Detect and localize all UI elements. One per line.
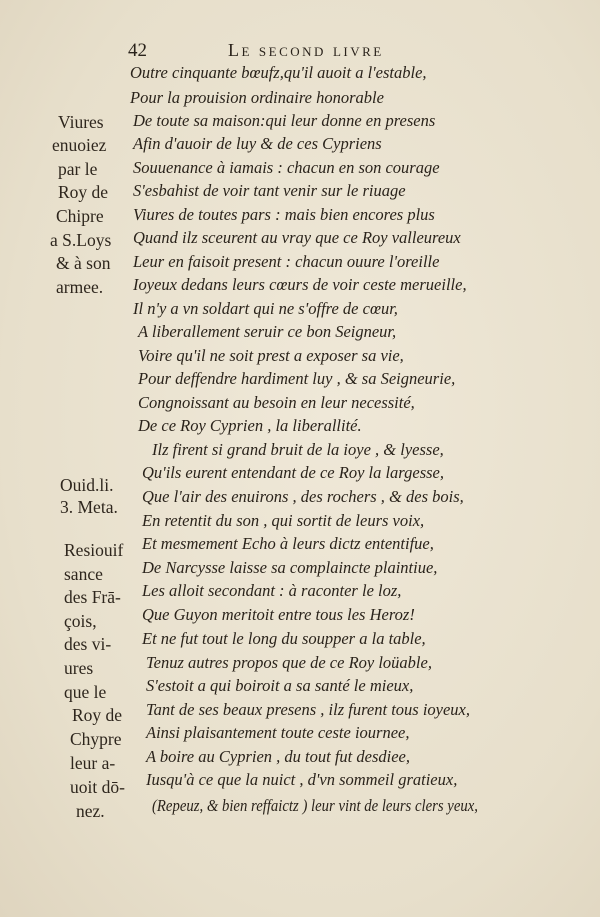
verse-line: De ce Roy Cyprien , la liberallité. <box>138 416 362 435</box>
verse-line: (Repeuz, & bien reffaictz ) leur vint de leurs clers yeux, <box>152 796 478 815</box>
verse-line: Et ne fut tout le long du soupper a la table, <box>142 629 426 648</box>
margin-note: des Frā- <box>64 587 121 607</box>
verse-line: S'estoit a qui boiroit a sa santé le mieux, <box>146 676 414 695</box>
verse-line: Les alloit secondant : à raconter le loz, <box>142 581 402 600</box>
verse-line: Ainsi plaisantement toute ceste iournee, <box>146 723 410 742</box>
margin-note: nez. <box>76 801 105 821</box>
margin-note: çois, <box>64 611 97 631</box>
margin-note: enuoiez <box>52 135 107 155</box>
verse-line: Leur en faisoit present : chacun ouure l'oreille <box>133 252 440 271</box>
verse-line: Quand ilz sceurent au vray que ce Roy valleureux <box>133 228 461 247</box>
margin-note: a S.Loys <box>50 230 112 250</box>
margin-note: Ouid.li. <box>60 475 114 495</box>
verse-line: Ilz firent si grand bruit de la ioye , & lyesse, <box>152 440 444 459</box>
margin-note: Chypre <box>70 729 122 749</box>
page-number: 42 <box>128 40 147 61</box>
verse-line: Souuenance à iamais : chacun en son courage <box>133 158 440 177</box>
verse-line: Pour la prouision ordinaire honorable <box>130 88 384 107</box>
margin-note: Roy de <box>72 705 123 725</box>
margin-note: armee. <box>56 277 104 297</box>
margin-note: uoit dō- <box>70 777 125 797</box>
verse-line: De toute sa maison:qui leur donne en presens <box>133 111 436 130</box>
margin-note: Resiouif <box>64 540 124 560</box>
verse-line: De Narcysse laisse sa complaincte plaintiue, <box>142 558 438 577</box>
margin-note: Chipre <box>56 206 104 226</box>
verse-line: S'esbahist de voir tant venir sur le riuage <box>133 181 406 200</box>
margin-note: des vi- <box>64 634 112 654</box>
margin-note: sance <box>64 564 103 584</box>
verse-line: A boire au Cyprien , du tout fut desdiee, <box>146 747 410 766</box>
verse-line: Viures de toutes pars : mais bien encores plus <box>133 205 435 224</box>
running-title: Le second livre <box>228 40 384 60</box>
margin-note: par le <box>58 159 98 179</box>
margin-note: ures <box>64 658 94 678</box>
verse-line: Outre cinquante bœufz,qu'il auoit a l'estable, <box>130 63 427 82</box>
margin-note: 3. Meta. <box>60 497 118 517</box>
verse-line: Voire qu'il ne soit prest a exposer sa vie, <box>138 346 404 365</box>
verse-line: Afin d'auoir de luy & de ces Cypriens <box>133 134 382 153</box>
verse-line: Et mesmement Echo à leurs dictz ententifue, <box>142 534 434 553</box>
verse-line: Qu'ils eurent entendant de ce Roy la largesse, <box>142 463 444 482</box>
margin-note: que le <box>64 682 107 702</box>
margin-note: leur a- <box>70 753 116 773</box>
verse-line: Pour deffendre hardiment luy , & sa Seigneurie, <box>138 369 456 388</box>
verse-line: Tant de ses beaux presens , ilz furent tous ioyeux, <box>146 700 471 719</box>
verse-line: En retentit du son , qui sortit de leurs voix, <box>142 511 425 530</box>
verse-line: Iusqu'à ce que la nuict , d'vn sommeil gratieux, <box>146 770 458 789</box>
margin-note: & à son <box>56 253 111 273</box>
verse-line: Que Guyon meritoit entre tous les Heroz! <box>142 605 415 624</box>
verse-line: Ioyeux dedans leurs cœurs de voir ceste merueille, <box>133 275 467 294</box>
verse-line: Que l'air des enuirons , des rochers , & des bois, <box>142 487 464 506</box>
verse-line: A liberallement seruir ce bon Seigneur, <box>138 322 397 341</box>
margin-note: Roy de <box>58 182 109 202</box>
verse-line: Congnoissant au besoin en leur necessité, <box>138 393 415 412</box>
verse-line: Tenuz autres propos que de ce Roy loüable, <box>146 653 432 672</box>
margin-note: Viures <box>58 112 104 132</box>
verse-line: Il n'y a vn soldart qui ne s'offre de cœur, <box>133 299 398 318</box>
